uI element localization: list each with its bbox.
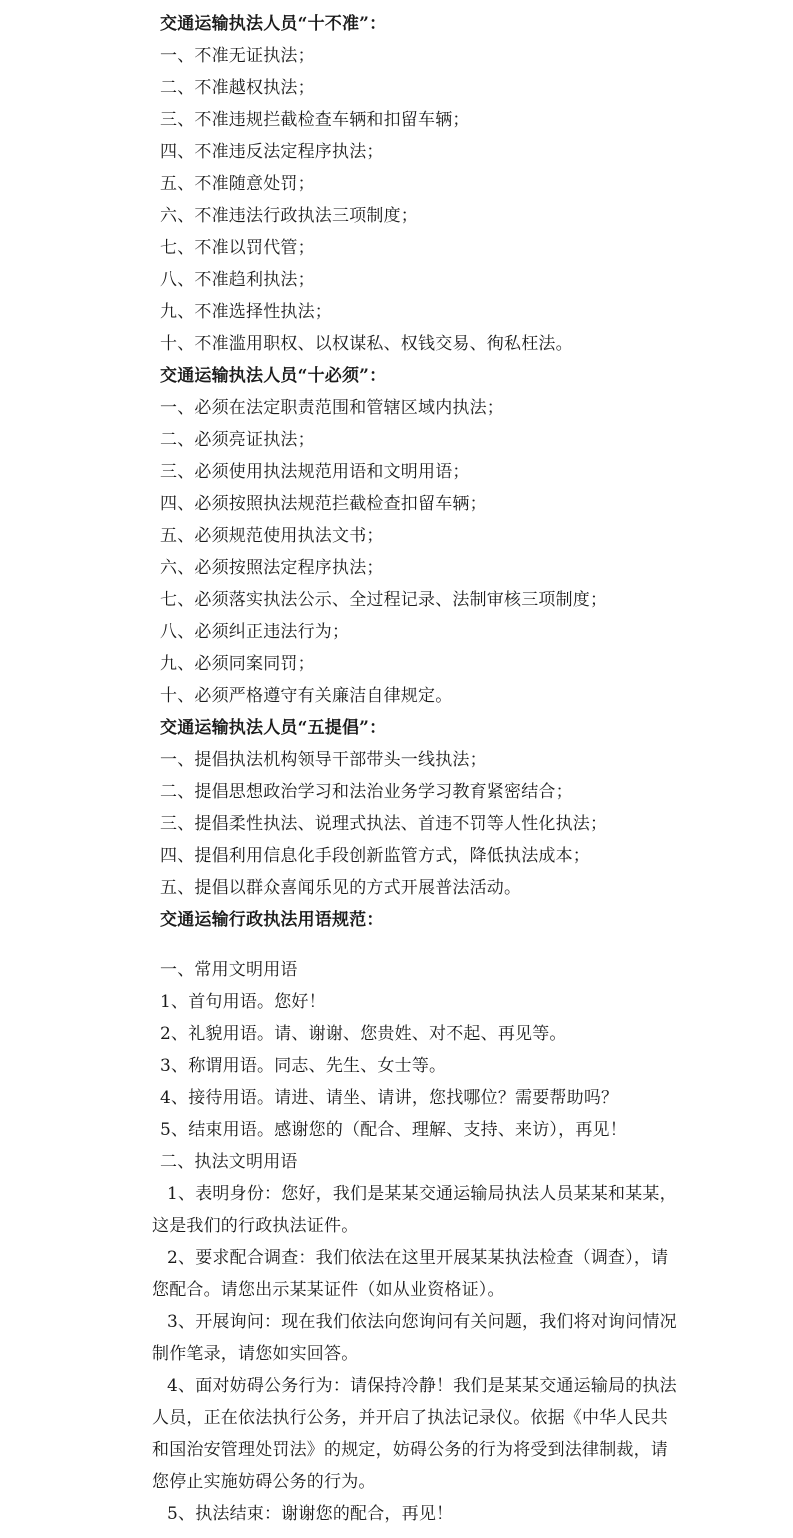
list-item: 三、不准违规拦截检查车辆和扣留车辆； — [160, 110, 470, 130]
list-item: 5、结束用语。感谢您的（配合、理解、支持、来访），再见！ — [160, 1120, 627, 1140]
paragraph: 4、面对妨碍公务行为：请保持冷静！我们是某某交通运输局的执法人员，正在依法执行公务，并开启了执法记录仪。依据《中华人民共和国治安管理处罚法》的规定，妨碍公务的行为将受到法律制裁，请您停止实施妨碍公务的行为。 — [152, 1376, 677, 1492]
list-item: 一、不准无证执法； — [160, 46, 315, 66]
list-item: 五、必须规范使用执法文书； — [160, 526, 384, 546]
section-heading: 交通运输执法人员“十不准”： — [160, 14, 387, 34]
section-language-norms — [0, 904, 793, 936]
list-item: 五、提倡以群众喜闻乐见的方式开展普法活动。 — [160, 878, 522, 898]
section-ten-musts — [0, 360, 793, 712]
section-five-advocacies — [0, 712, 793, 904]
list-item: 一、必须在法定职责范围和管辖区域内执法； — [160, 398, 504, 418]
list-item: 1、首句用语。您好！ — [160, 992, 326, 1012]
list-item: 八、必须纠正违法行为； — [160, 622, 350, 642]
section-heading: 交通运输执法人员“五提倡”： — [160, 718, 387, 738]
list-item: 七、必须落实执法公示、全过程记录、法制审核三项制度； — [160, 590, 608, 610]
list-item: 八、不准趋利执法； — [160, 270, 315, 290]
list-item: 六、必须按照法定程序执法； — [160, 558, 384, 578]
list-item: 四、提倡利用信息化手段创新监管方式，降低执法成本； — [160, 846, 590, 866]
list-item: 三、提倡柔性执法、说理式执法、首违不罚等人性化执法； — [160, 814, 608, 834]
paragraph: 5、执法结束：谢谢您的配合，再见！ — [167, 1504, 454, 1524]
section-heading: 交通运输执法人员“十必须”： — [160, 366, 387, 386]
paragraph: 2、要求配合调查：我们依法在这里开展某某执法检查（调查），请您配合。请您出示某某证件（如从业资格证）。 — [152, 1248, 669, 1300]
section-ten-prohibitions — [0, 8, 793, 360]
list-item: 五、不准随意处罚； — [160, 174, 315, 194]
enforcement-civil-language — [0, 1178, 793, 1530]
paragraph: 3、开展询问：现在我们依法向您询问有关问题，我们将对询问情况制作笔录，请您如实回答。 — [152, 1312, 677, 1364]
common-civil-language — [0, 954, 793, 1178]
subsection-title: 一、常用文明用语 — [160, 960, 298, 980]
list-item: 三、必须使用执法规范用语和文明用语； — [160, 462, 470, 482]
paragraph: 1、表明身份：您好，我们是某某交通运输局执法人员某某和某某，这是我们的行政执法证件。 — [152, 1184, 677, 1236]
section-heading: 交通运输行政执法用语规范： — [160, 910, 384, 930]
list-item: 九、必须同案同罚； — [160, 654, 315, 674]
list-item: 六、不准违法行政执法三项制度； — [160, 206, 418, 226]
list-item: 一、提倡执法机构领导干部带头一线执法； — [160, 750, 487, 770]
list-item: 四、不准违反法定程序执法； — [160, 142, 384, 162]
list-item: 七、不准以罚代管； — [160, 238, 315, 258]
list-item: 四、必须按照执法规范拦截检查扣留车辆； — [160, 494, 487, 514]
list-item: 九、不准选择性执法； — [160, 302, 332, 322]
list-item: 4、接待用语。请进、请坐、请讲，您找哪位？需要帮助吗？ — [160, 1088, 619, 1108]
list-item: 3、称谓用语。同志、先生、女士等。 — [160, 1056, 447, 1076]
list-item: 二、不准越权执法； — [160, 78, 315, 98]
list-item: 二、提倡思想政治学习和法治业务学习教育紧密结合； — [160, 782, 573, 802]
list-item: 二、必须亮证执法； — [160, 430, 315, 450]
list-item: 十、不准滥用职权、以权谋私、权钱交易、徇私枉法。 — [160, 334, 573, 354]
list-item: 2、礼貌用语。请、谢谢、您贵姓、对不起、再见等。 — [160, 1024, 567, 1044]
subsection-title: 二、执法文明用语 — [160, 1152, 298, 1172]
list-item: 十、必须严格遵守有关廉洁自律规定。 — [160, 686, 453, 706]
